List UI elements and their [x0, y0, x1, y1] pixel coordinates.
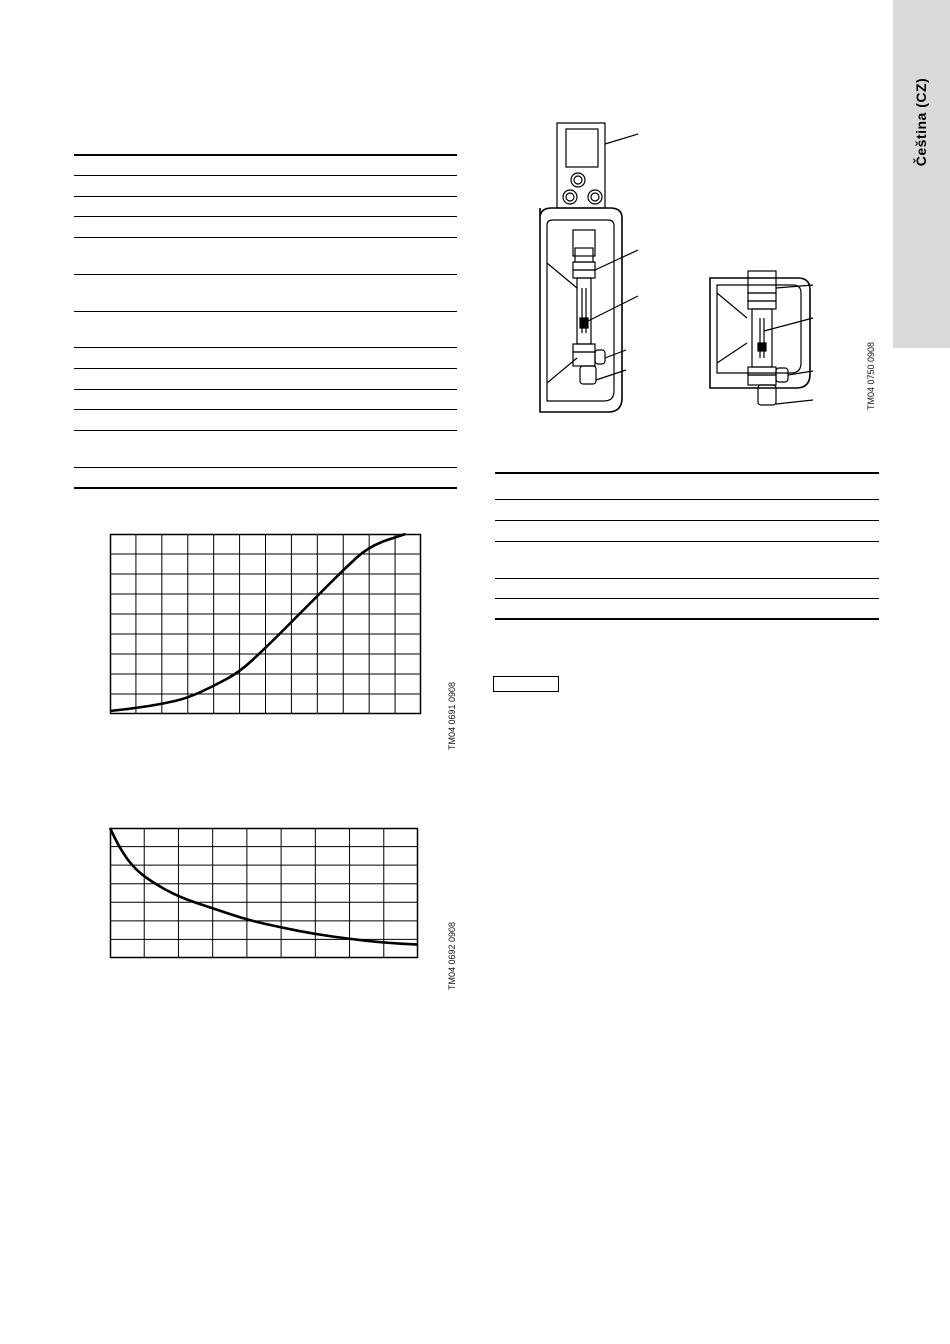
figure-code-device: TM04 0750 0908 [866, 341, 876, 410]
table-row-rule [74, 389, 457, 390]
table-top-rule [74, 154, 457, 156]
chart-top-series-line [110, 534, 406, 711]
table-row-rule [495, 520, 879, 521]
table-row-rule [74, 347, 457, 348]
chart-bottom-series-line [110, 828, 418, 945]
table-row-rule [74, 467, 457, 468]
table-row-rule [74, 237, 457, 238]
table-row-rule [74, 368, 457, 369]
chart-top-grid [110, 534, 421, 714]
table-row-rule [495, 578, 879, 579]
figure-code-bottom-chart: TM04 0692 0908 [447, 921, 457, 990]
table-row-rule [74, 430, 457, 431]
table-row-rule [74, 216, 457, 217]
chart-bottom-frame [111, 829, 418, 958]
table-row-rule [74, 274, 457, 275]
table-row-rule [74, 175, 457, 176]
table-bottom-rule [495, 618, 879, 620]
table-row-rule [495, 499, 879, 500]
device-illustration [520, 118, 850, 418]
note-box [493, 676, 559, 692]
table-row-rule [495, 541, 879, 542]
table-top-rule [495, 472, 879, 474]
table-row-rule [495, 598, 879, 599]
language-label: Čeština (CZ) [913, 77, 929, 167]
table-bottom-rule [74, 487, 457, 489]
language-side-tab [893, 0, 950, 348]
table-row-rule [74, 196, 457, 197]
figure-code-top-chart: TM04 0691 0908 [447, 681, 457, 750]
chart-bottom [110, 828, 418, 958]
chart-top [110, 534, 421, 714]
chart-bottom-grid [110, 828, 418, 958]
table-row-rule [74, 409, 457, 410]
table-row-rule [74, 311, 457, 312]
